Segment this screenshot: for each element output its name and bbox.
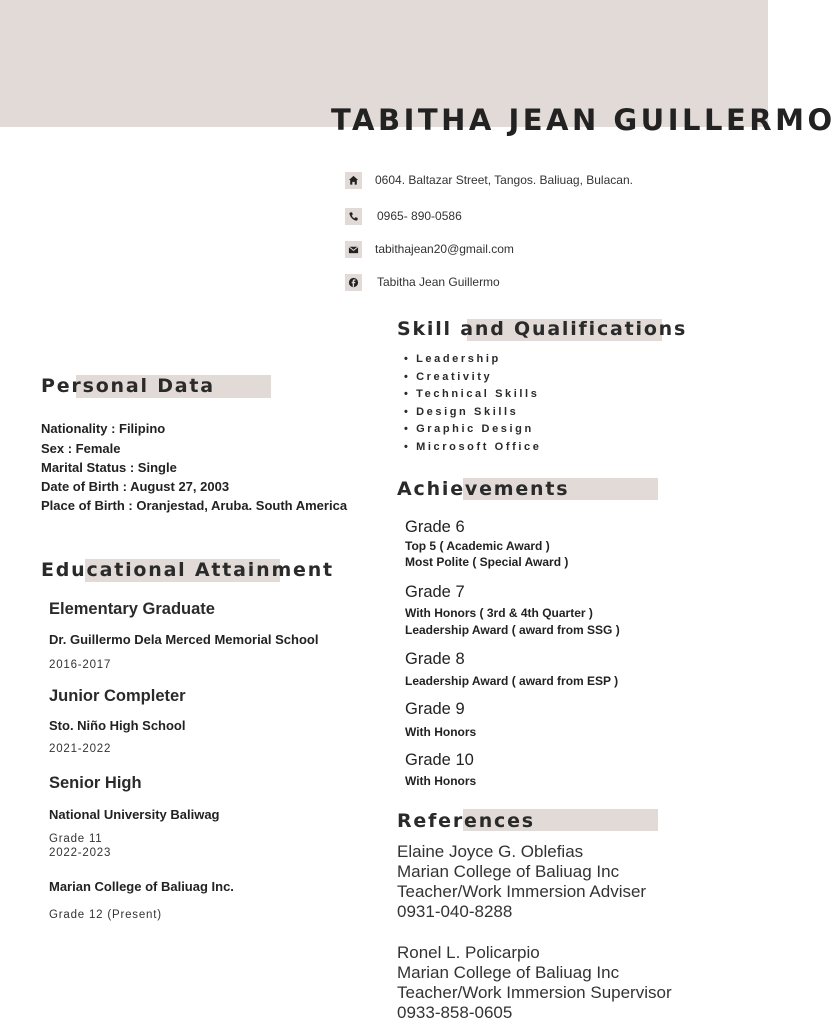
education-title: Educational Attainment — [41, 559, 334, 581]
achievements-title: Achievements — [397, 478, 570, 500]
reference-organization: Marian College of Baliuag Inc — [397, 862, 620, 881]
achievement-award: With Honors — [405, 774, 477, 788]
home-icon — [345, 172, 362, 189]
education-level: Elementary Graduate — [49, 600, 215, 618]
achievement-award: Leadership Award ( award from ESP ) — [405, 674, 619, 688]
references-title: References — [397, 810, 535, 832]
facebook-icon — [345, 274, 362, 291]
skill-item: • Technical Skills — [404, 388, 540, 401]
contact-email-text[interactable]: tabithajean20@gmail.com — [375, 242, 514, 256]
reference-phone: 0931-040-8288 — [397, 902, 513, 921]
education-grade: Grade 11 — [49, 833, 103, 845]
contact-address-text: 0604. Baltazar Street, Tangos. Baliuag, Bulacan. — [375, 173, 633, 187]
reference-name: Ronel L. Policarpio — [397, 943, 540, 962]
skills-title: Skill and Qualifications — [397, 318, 688, 340]
achievement-award: With Honors — [405, 725, 477, 739]
skills-list — [404, 351, 541, 457]
achievement-grade: Grade 7 — [405, 583, 465, 601]
resume-name: TABITHA JEAN GUILLERMO — [331, 103, 836, 137]
phone-icon — [345, 208, 362, 225]
skill-item: • Design Skills — [404, 405, 519, 418]
achievement-grade: Grade 6 — [405, 518, 465, 536]
achievement-award: With Honors ( 3rd & 4th Quarter ) — [405, 606, 593, 620]
education-years: 2021-2022 — [49, 743, 112, 755]
skill-item: • Creativity — [404, 370, 493, 383]
place-of-birth-line: Place of Birth : Oranjestad, Aruba. South America — [41, 498, 348, 513]
contact-phone — [345, 207, 462, 225]
achievement-award: Top 5 ( Academic Award ) — [405, 539, 550, 553]
reference-role: Teacher/Work Immersion Adviser — [397, 882, 647, 901]
achievement-grade: Grade 10 — [405, 751, 474, 769]
education-school: National University Baliwag — [49, 807, 220, 822]
education-level: Junior Completer — [49, 687, 186, 705]
education-school: Sto. Niño High School — [49, 718, 186, 733]
contact-phone-text: 0965- 890-0586 — [377, 209, 462, 223]
contact-email — [345, 240, 514, 258]
achievement-award: Leadership Award ( award from SSG ) — [405, 623, 620, 637]
education-school: Marian College of Baliuag Inc. — [49, 879, 234, 894]
skill-item: • Graphic Design — [404, 423, 534, 436]
contact-address — [345, 171, 633, 189]
reference-phone: 0933-858-0605 — [397, 1003, 513, 1022]
education-level: Senior High — [49, 774, 142, 792]
date-of-birth-line: Date of Birth : August 27, 2003 — [41, 479, 230, 494]
achievement-grade: Grade 8 — [405, 650, 465, 668]
achievement-grade: Grade 9 — [405, 700, 465, 718]
contact-facebook-text[interactable]: Tabitha Jean Guillermo — [377, 275, 500, 289]
envelope-icon — [345, 241, 362, 258]
education-years: 2022-2023 — [49, 847, 112, 859]
reference-role: Teacher/Work Immersion Supervisor — [397, 983, 672, 1002]
achievement-award: Most Polite ( Special Award ) — [405, 555, 569, 569]
reference-organization: Marian College of Baliuag Inc — [397, 963, 620, 982]
skill-item: • Microsoft Office — [404, 440, 542, 453]
personal-data-title: Personal Data — [41, 375, 215, 397]
sex-line: Sex : Female — [41, 441, 121, 456]
reference-name: Elaine Joyce G. Oblefias — [397, 842, 584, 861]
contact-facebook — [345, 273, 500, 291]
education-years: 2016-2017 — [49, 659, 112, 671]
skill-item: • Leadership — [404, 353, 501, 365]
marital-status-line: Marital Status : Single — [41, 460, 177, 475]
education-school: Dr. Guillermo Dela Merced Memorial School — [49, 632, 319, 647]
education-grade: Grade 12 (Present) — [49, 909, 162, 921]
nationality-line: Nationality : Filipino — [41, 421, 166, 436]
